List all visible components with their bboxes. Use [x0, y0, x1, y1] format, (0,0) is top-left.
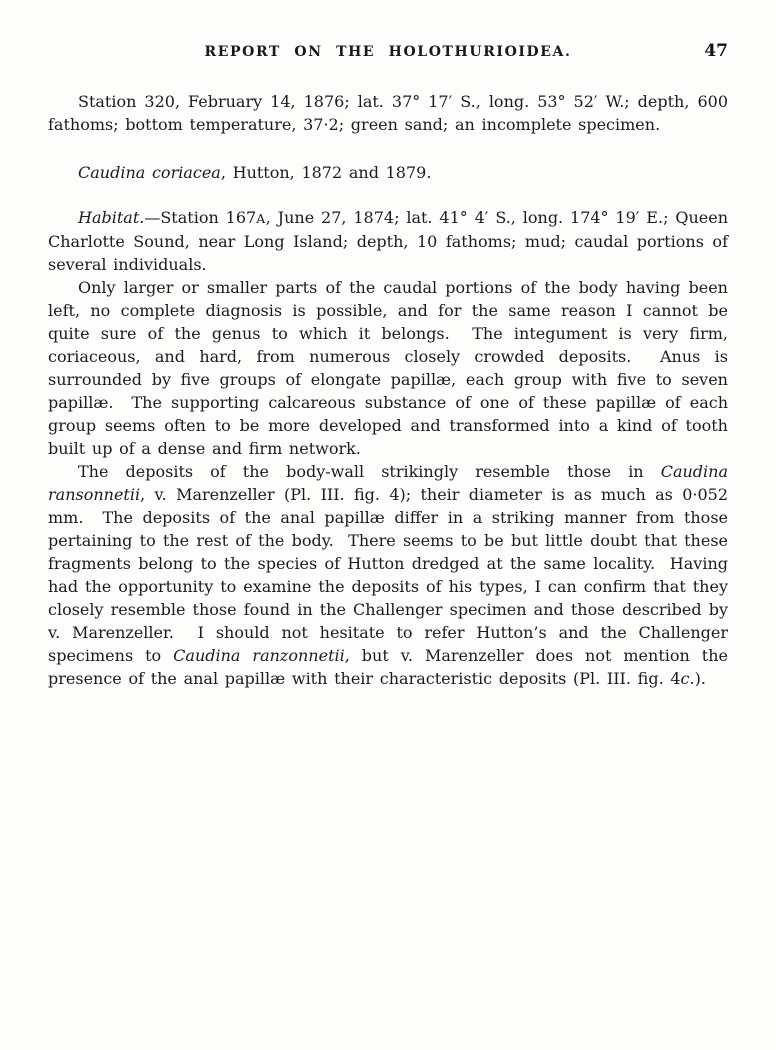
- italic-text-run: Habitat.: [78, 208, 145, 227]
- smallcap-text-run: A: [256, 211, 266, 226]
- running-title: REPORT ON THE HOLOTHURIOIDEA.: [204, 44, 572, 60]
- text-run: .).: [689, 669, 706, 688]
- page-body: [48, 90, 728, 690]
- text-run: , v. Marenzeller (Pl. III. fig. 4); their diameter is as much as 0·052 mm. The deposits of the anal papillæ differ in a striking manner from those pertaining to the rest of the body. There seems to be but little doubt that these fragments belong to the species of Hutton dredged at the same locality. Having had the opportunity to examine the deposits of his types, I can confirm that they closely resemble those found in the Challenger specimen and those described by v. Marenzeller. I should not hesitate to refer Hutton’s and the Challenger specimens to: [48, 485, 728, 665]
- text-run: , June 27, 1874; lat. 41° 4′ S., long. 174° 19′ E.; Queen Charlotte Sound, near Long Island; depth, 10 fathoms; mud; caudal portions of several individuals.: [48, 208, 729, 274]
- italic-text-run: c: [680, 669, 690, 688]
- paragraph-station-320: [48, 90, 728, 136]
- text-run: Station 320, February 14, 1876; lat. 37° 17′ S., long. 53° 52′ W.; depth, 600 fathoms; bottom temperature, 37·2; green sand; an incomplete specimen.: [48, 92, 728, 134]
- text-run: Only larger or smaller parts of the caudal portions of the body having been left, no complete diagnosis is possible, and for the same reason I cannot be quite sure of the genus to which it belongs. The integument is very firm, coriaceous, and hard, from numerous closely crowded deposits. Anus is surrounded by five groups of elongate papillæ, each group with five to seven papillæ. The supporting calcareous substance of one of these papillæ of each group seems often to be more developed and transformed into a kind of tooth built up of a dense and firm network.: [48, 278, 728, 458]
- italic-text-run: Caudina ranzonnetii: [173, 646, 345, 665]
- text-run: , Hutton, 1872 and 1879.: [220, 163, 432, 182]
- text-run: —Station 167: [144, 208, 257, 227]
- paragraph-description: [48, 276, 728, 460]
- italic-text-run: Caudina coriacea: [78, 163, 221, 182]
- paragraph-deposits-discussion: [48, 460, 728, 690]
- text-run: , but v. Marenzeller does not mention the presence of the anal papillæ with their characteristic deposits (Pl. III. fig. 4: [48, 646, 728, 688]
- page-header: [48, 42, 728, 62]
- paragraph-habitat: [48, 206, 728, 276]
- page-number: 47: [704, 41, 728, 61]
- species-heading: [48, 161, 728, 184]
- italic-text-run: Caudina ransonnetii: [48, 462, 728, 504]
- text-run: The deposits of the body-wall strikingly resemble those in: [78, 462, 661, 481]
